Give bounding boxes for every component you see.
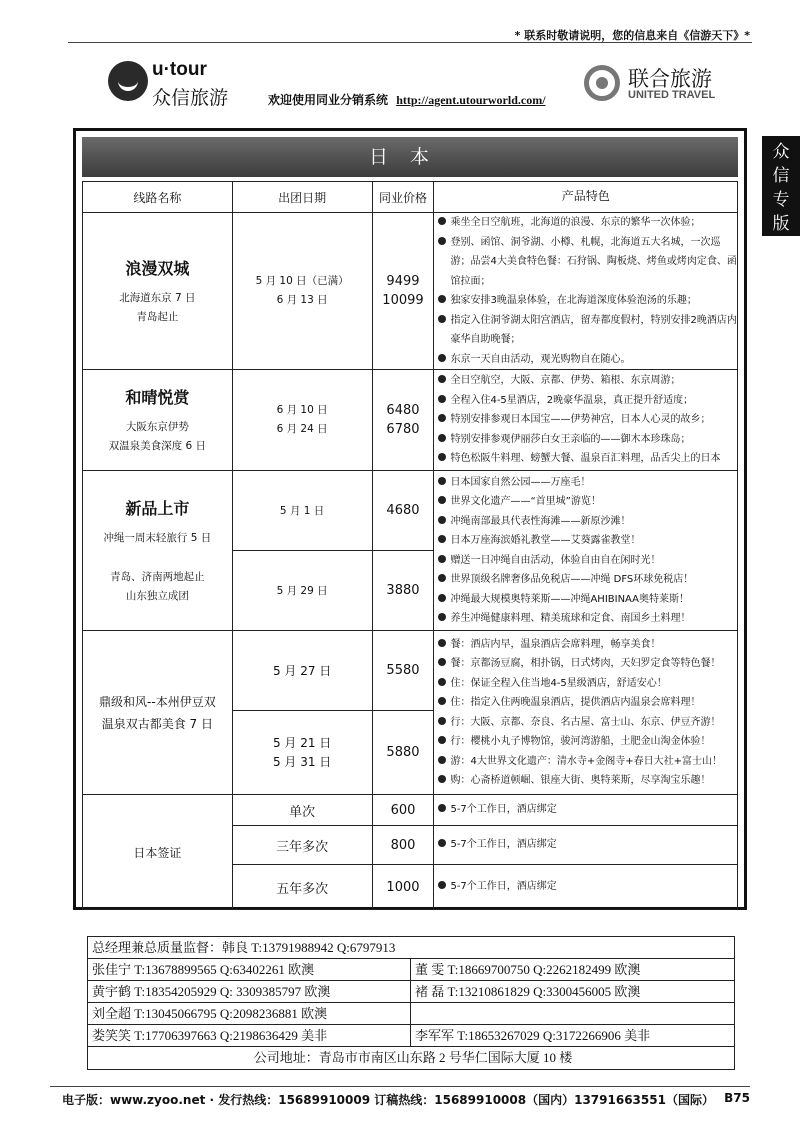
visa-type: 三年多次: [232, 826, 372, 865]
feature-item: 独家安排3晚温泉体验，在北海道深度体验泡汤的乐趣；: [438, 291, 737, 311]
welcome-line: [268, 91, 546, 108]
departure-date: 5 月 29 日: [276, 585, 328, 597]
price-cell: [372, 370, 434, 471]
feature-item: 特色松阪牛料理、螃蟹大餐、温泉百汇料理，品舌尖上的日本: [438, 449, 737, 469]
bullet-icon: [438, 477, 446, 485]
tour-section-frame: [73, 128, 747, 910]
departure-date: 5 月 10 日（已满）: [255, 275, 349, 287]
contact-row: [88, 1047, 734, 1069]
contact-row: [88, 959, 734, 981]
price-value: 9499: [386, 274, 420, 289]
side-tab-char: 专: [772, 190, 790, 210]
staff-contact: [411, 1003, 734, 1024]
date-cell: [232, 370, 372, 471]
route-subtitle: 青岛起止: [136, 310, 179, 323]
feature-item: 特别安排参观日本国宝——伊势神宫，日本人心灵的故乡；: [438, 410, 737, 430]
feature-item: 游：4大世界文化遗产：清水寺+金阁寺+春日大社+富士山！: [438, 752, 737, 772]
feature-item: 指定入住洞爷湖太阳宫酒店，留寿都度假村，特别安排2晚酒店内豪华自助晚餐；: [438, 311, 737, 350]
contact-row: [88, 1025, 734, 1047]
bullet-icon: [438, 775, 446, 783]
table-row: [83, 370, 738, 471]
route-subtitle: 双温泉美食深度 6 日: [108, 439, 207, 452]
feature-cell: [434, 826, 738, 865]
table-row: [83, 631, 738, 711]
footer-hotlines: 电子版：www.zyoo.net · 发行热线：15689910009 订稿热线：15689910008（国内）13791663551（国际）: [62, 1093, 714, 1107]
price-value: 10099: [382, 293, 424, 308]
contact-row: [88, 1003, 734, 1025]
manager-contact: 总经理兼总质量监督：韩良 T:13791988942 Q:6797913: [92, 940, 396, 955]
side-tab-char: 众: [772, 142, 790, 162]
column-header: 产品特色: [434, 182, 738, 213]
staff-contact: 娄笑笑 T:17706397663 Q:2198636429 美非: [88, 1025, 411, 1046]
price-cell: [372, 551, 434, 631]
side-tab-char: 信: [772, 166, 790, 186]
price-cell: [372, 631, 434, 711]
table-header-row: [83, 182, 738, 213]
company-address: 公司地址：青岛市市南区山东路 2 号华仁国际大厦 10 楼: [253, 1050, 573, 1065]
feature-item: 餐：酒店内早，温泉酒店会席料理，畅享美食！: [438, 635, 737, 655]
bullet-icon: [438, 697, 446, 705]
table-row: [83, 471, 738, 551]
bullet-icon: [438, 658, 446, 666]
route-subtitle: 冲绳一周末轻旅行 5 日: [103, 531, 212, 544]
feature-cell: [434, 795, 738, 826]
feature-item: 乘坐全日空航班，北海道的浪漫、东京的繁华一次体验；: [438, 213, 737, 233]
bullet-icon: [438, 613, 446, 621]
feature-item: 赠送一日冲绳自由活动，体验自由自在闲时光！: [438, 551, 737, 571]
visa-label: 日本签证: [83, 795, 233, 910]
price-value: 1000: [372, 865, 434, 910]
bullet-icon: [438, 516, 446, 524]
bullet-icon: [438, 375, 446, 383]
bullet-icon: [438, 804, 446, 812]
bottom-divider: [50, 1086, 750, 1087]
utour-logo-en: u·tour: [152, 59, 207, 80]
feature-item: 行：樱桃小丸子博物馆，骏河湾游船，土肥金山淘金体验！: [438, 732, 737, 752]
column-header: 线路名称: [83, 182, 233, 213]
feature-item: 全日空航空，大阪、京都、伊势、箱根、东京周游；: [438, 371, 737, 391]
date-cell: [232, 471, 372, 551]
feature-item: 世界顶级名牌奢侈品免税店——冲绳 DFS环球免税店！: [438, 570, 737, 590]
feature-item: 5-7个工作日，酒店绑定: [438, 800, 737, 820]
contact-row: [88, 981, 734, 1003]
feature-item: 冲绳最大规模奥特莱斯——冲绳AHIBINAA奥特莱斯！: [438, 590, 737, 610]
column-header: 出团日期: [232, 182, 372, 213]
top-divider: [68, 42, 752, 43]
feature-item: 购：心斋桥道顿崛、银座大街、奥特莱斯，尽享淘宝乐趣！: [438, 771, 737, 791]
feature-item: 餐：京都汤豆腐，相扑锅，日式烤肉，天妇罗定食等特色餐！: [438, 654, 737, 674]
feature-cell: [434, 213, 738, 370]
bullet-icon: [438, 756, 446, 764]
bullet-icon: [438, 434, 446, 442]
route-title: 鼎级和风--本州伊豆双: [99, 694, 216, 709]
feature-item: 日本国家自然公园——万座毛！: [438, 473, 737, 493]
bullet-icon: [438, 295, 446, 303]
price-value: 6780: [386, 422, 420, 437]
feature-item: 5-7个工作日，酒店绑定: [438, 877, 737, 897]
staff-contact: 褚 磊 T:13210861829 Q:3300456005 欧澳: [415, 984, 641, 999]
date-cell: [232, 631, 372, 711]
route-subtitle: 青岛、济南两地起止: [110, 570, 205, 583]
feature-item: 养生冲绳健康料理、精美琉球和定食、南国乡土料理！: [438, 609, 737, 629]
side-tab-char: 版: [772, 214, 790, 234]
route-title: 温泉双古都美食 7 日: [101, 716, 213, 731]
bullet-icon: [438, 217, 446, 225]
route-cell: [83, 631, 233, 795]
feature-cell: [434, 370, 738, 471]
route-subtitle: 山东独立成团: [125, 589, 189, 602]
feature-cell: [434, 865, 738, 910]
utour-logo: [108, 59, 248, 109]
bullet-icon: [438, 881, 446, 889]
departure-date: 6 月 10 日: [276, 404, 328, 416]
departure-date: 5 月 31 日: [272, 754, 332, 769]
price-value: 4680: [386, 503, 420, 518]
price-value: 5880: [386, 745, 420, 760]
departure-date: 5 月 1 日: [279, 505, 325, 517]
date-cell: [232, 551, 372, 631]
feature-item: 东京一天自由活动，观光购物自在随心。: [438, 350, 737, 370]
bullet-icon: [438, 453, 446, 461]
agent-link[interactable]: http://agent.utourworld.com/: [396, 93, 546, 107]
feature-item: 住：保证全程入住当地4-5星级酒店，舒适安心！: [438, 674, 737, 694]
feature-item: 全程入住4-5星酒店，2晚豪华温泉，真正提升舒适度；: [438, 391, 737, 411]
feature-item: 特别安排参观伊丽莎白女王亲临的——御木本珍珠岛；: [438, 430, 737, 450]
route-cell: [83, 213, 233, 370]
bullet-icon: [438, 315, 446, 323]
bullet-icon: [438, 354, 446, 362]
bullet-icon: [438, 237, 446, 245]
price-cell: [372, 213, 434, 370]
staff-contact: 黄宇鹤 T:18354205929 Q: 3309385797 欧澳: [88, 981, 411, 1002]
price-cell: [372, 711, 434, 795]
welcome-text: 欢迎使用同业分销系统: [268, 93, 389, 107]
feature-item: 日本万座海滨婚礼教堂——艾葵露雀教堂！: [438, 531, 737, 551]
column-header: 同业价格: [372, 182, 434, 213]
departure-date: 6 月 13 日: [276, 294, 328, 306]
route-subtitle: 北海道东京 7 日: [119, 291, 196, 304]
bullet-icon: [438, 639, 446, 647]
staff-contact: 董 雯 T:18669700750 Q:2262182499 欧澳: [415, 962, 641, 977]
departure-date: 5 月 21 日: [272, 735, 332, 750]
contact-row: [88, 937, 734, 959]
bullet-icon: [438, 736, 446, 744]
feature-item: 登别、函馆、洞爷湖、小樽、札幌，北海道五大名城，一次巡游；品尝4大美食特色餐：石狩锅、陶板烧、烤鱼或烤肉定食、函馆拉面；: [438, 233, 737, 292]
table-row: [83, 213, 738, 370]
page-number: B75: [724, 1091, 750, 1105]
price-value: 600: [372, 795, 434, 826]
staff-contact: 张佳宁 T:13678899565 Q:63402261 欧澳: [88, 959, 411, 980]
side-edition-tab: [762, 136, 800, 236]
feature-item: 世界文化遗产——“首里城”游览！: [438, 492, 737, 512]
staff-contact: 刘全超 T:13045066795 Q:2098236881 欧澳: [88, 1003, 411, 1024]
feature-cell: [434, 631, 738, 795]
section-title: 日本: [82, 137, 738, 177]
feature-item: 行：大阪、京都、奈良、名古屋、富士山、东京、伊豆齐游！: [438, 713, 737, 733]
feature-item: 住：指定入住两晚温泉酒店，提供酒店内温泉会席料理！: [438, 693, 737, 713]
bullet-icon: [438, 555, 446, 563]
bullet-icon: [438, 678, 446, 686]
contact-table: [87, 936, 735, 1070]
date-cell: [232, 213, 372, 370]
smile-logo-icon: [108, 61, 148, 101]
source-note: * 联系时敬请说明，您的信息来自《信游天下》*: [514, 29, 750, 42]
bullet-icon: [438, 717, 446, 725]
route-cell: [83, 471, 233, 631]
bullet-icon: [438, 535, 446, 543]
feature-cell: [434, 471, 738, 631]
staff-contact: 李军军 T:18653267029 Q:3172266906 美非: [415, 1028, 651, 1043]
feature-item: 5-7个工作日，酒店绑定: [438, 835, 737, 855]
price-value: 5580: [386, 663, 420, 678]
feature-item: 冲绳南部最具代表性海滩——新原沙滩！: [438, 512, 737, 532]
price-value: 800: [372, 826, 434, 865]
route-title: 浪漫双城: [125, 258, 190, 278]
united-travel-logo-icon: [584, 65, 620, 101]
departure-date: 6 月 24 日: [276, 423, 328, 435]
departure-date: 5 月 27 日: [272, 664, 332, 678]
price-value: 6480: [386, 403, 420, 418]
visa-type: 单次: [232, 795, 372, 826]
route-title: 新品上市: [125, 498, 190, 518]
price-value: 3880: [386, 583, 420, 598]
bullet-icon: [438, 594, 446, 602]
united-travel-logo-cn: 联合旅游: [628, 67, 712, 91]
route-subtitle: 大阪东京伊势: [125, 420, 189, 433]
page-header: [100, 55, 744, 115]
date-cell: [232, 711, 372, 795]
price-cell: [372, 471, 434, 551]
bullet-icon: [438, 574, 446, 582]
bullet-icon: [438, 414, 446, 422]
visa-type: 五年多次: [232, 865, 372, 910]
utour-logo-cn: 众信旅游: [152, 87, 229, 109]
tour-table: [82, 181, 738, 910]
bullet-icon: [438, 839, 446, 847]
bullet-icon: [438, 496, 446, 504]
route-cell: [83, 370, 233, 471]
route-title: 和晴悦赏: [125, 387, 190, 407]
bullet-icon: [438, 395, 446, 403]
united-travel-logo-en: UNITED TRAVEL: [628, 89, 716, 101]
table-row: [83, 795, 738, 826]
united-travel-logo: [584, 63, 744, 111]
